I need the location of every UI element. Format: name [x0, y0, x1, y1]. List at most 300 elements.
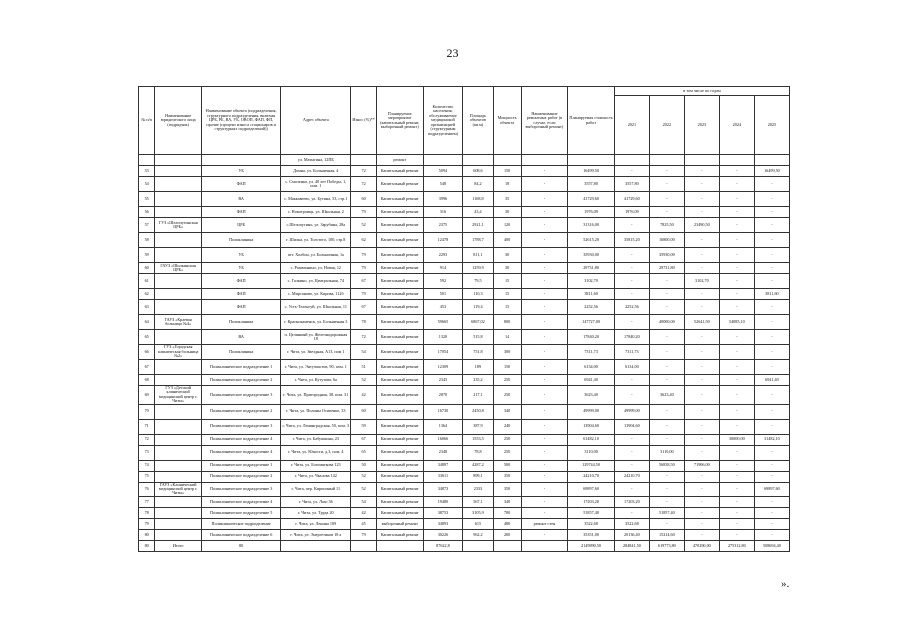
year-2021-cell: 49999,00	[614, 404, 649, 419]
wear-cell: 72	[351, 330, 377, 345]
year-2023-cell: -	[684, 192, 719, 207]
wear-cell: 45	[351, 518, 377, 529]
works-cell: -	[521, 471, 568, 482]
year-2021-cell: 17203,20	[614, 496, 649, 507]
page-number: 23	[446, 46, 459, 60]
table-row	[139, 177, 790, 192]
year-2025-cell: -	[754, 496, 789, 507]
capacity-cell	[493, 540, 521, 551]
work-type-cell: Капитальный ремонт	[376, 315, 423, 330]
capacity-cell: 340	[493, 404, 521, 419]
area-cell	[463, 155, 493, 166]
population-cell: 19480	[423, 496, 463, 507]
cost-cell: 17203,20	[568, 496, 615, 507]
capacity-cell: 200	[493, 529, 521, 540]
facility-cell: Поликлиническое подразделение 3	[201, 419, 280, 434]
year-2021-cell: -	[614, 315, 649, 330]
facility-cell: Поликлиническое подразделение 5	[201, 507, 280, 518]
wear-cell	[351, 540, 377, 551]
year-2023-cell: -	[684, 263, 719, 274]
row-number: 60	[139, 263, 155, 274]
year-2022-cell: 3110,00	[649, 445, 684, 460]
year-2024-cell	[719, 155, 754, 166]
area-cell: 615	[463, 518, 493, 529]
year-2021-cell: 1976,09	[614, 207, 649, 218]
header-wear: Износ (%)**	[351, 87, 377, 155]
address-cell: с. Смоленка, ул. 40 лет Победы, 1, пом. 1	[281, 177, 351, 192]
wear-cell: 72	[351, 166, 377, 177]
header-no: № п/п	[139, 87, 155, 155]
header-year: 2024	[719, 96, 754, 155]
capacity-cell: 30	[493, 207, 521, 218]
year-2023-cell: -	[684, 386, 719, 405]
year-2023-cell: -	[684, 360, 719, 375]
table-row	[139, 274, 790, 289]
works-cell: -	[521, 233, 568, 248]
cost-cell: 13904,60	[568, 419, 615, 434]
capacity-cell: 18	[493, 177, 521, 192]
area-cell: 78,8	[463, 445, 493, 460]
row-number: 74	[139, 460, 155, 471]
table-row	[139, 482, 790, 496]
org-cell	[155, 460, 202, 471]
year-2023-cell: -	[684, 482, 719, 496]
address-cell: г. Чита, ул. Пригородная, 38, пом. 31	[281, 386, 351, 405]
year-2024-cell: -	[719, 419, 754, 434]
population-cell: 16730	[423, 404, 463, 419]
population-cell	[423, 155, 463, 166]
cost-cell: 3623,40	[568, 386, 615, 405]
header-facility: Наименование объекта (подразделения, структурного подразделения, включая ЦРБ, РБ, ВА, УБ, ОВОП, ФАП, ФП, прочие (процент износа стационаров и структурных подразделений))	[201, 87, 280, 155]
work-type-cell: Капитальный ремонт	[376, 233, 423, 248]
population-cell: 33611	[423, 471, 463, 482]
year-2025-cell: -	[754, 460, 789, 471]
cost-cell: 1976,09	[568, 207, 615, 218]
works-cell: -	[521, 263, 568, 274]
area-cell: 3105,9	[463, 507, 493, 518]
population-cell: 2870	[423, 386, 463, 405]
year-2025-cell: -	[754, 360, 789, 375]
wear-cell: 62	[351, 233, 377, 248]
year-2025-cell: 16499,50	[754, 166, 789, 177]
header-year: 2021	[614, 96, 649, 155]
wear-cell: 50	[351, 460, 377, 471]
year-2023-cell: -	[684, 471, 719, 482]
cost-cell: 35930,00	[568, 248, 615, 263]
year-2024-cell: -	[719, 496, 754, 507]
header-year: 2023	[684, 96, 719, 155]
year-2021-cell: -	[614, 434, 649, 445]
capacity-cell: 30	[493, 248, 521, 263]
cost-cell: 7311,73	[568, 345, 615, 360]
table-row	[139, 155, 790, 166]
year-2025-cell: -	[754, 248, 789, 263]
year-2025-cell: -	[754, 345, 789, 360]
year-2022-cell: -	[649, 419, 684, 434]
area-cell: 962,2	[463, 529, 493, 540]
year-2025-cell: -	[754, 207, 789, 218]
wear-cell: 78	[351, 315, 377, 330]
org-cell: Итого	[155, 540, 202, 551]
org-cell	[155, 166, 202, 177]
population-cell: 59665	[423, 315, 463, 330]
header-cost: Планируемая стоимость работ	[568, 87, 615, 155]
address-cell: г. Чита, ул. Полины Осипенко, 33	[281, 404, 351, 419]
cost-cell: 3522,68	[568, 518, 615, 529]
table-row	[139, 445, 790, 460]
table-row	[139, 529, 790, 540]
year-2021-cell: 7311,73	[614, 345, 649, 360]
year-2023-cell: -	[684, 496, 719, 507]
address-cell: г. Чита, ул. Богомягкова 123	[281, 460, 351, 471]
address-cell: г. Шилка, ул. Толстого, 100, стр.8	[281, 233, 351, 248]
cost-cell: 129744,50	[568, 460, 615, 471]
table-row	[139, 496, 790, 507]
header-org: Наименование юридического лица (подрядчик)	[155, 87, 202, 155]
year-2021-cell: -	[614, 218, 649, 233]
address-cell: г. Чита, пер. Кирпичный 11	[281, 482, 351, 496]
row-number: 70	[139, 404, 155, 419]
row-number: 68	[139, 375, 155, 386]
capacity-cell: 250	[493, 445, 521, 460]
year-2023-cell: -	[684, 529, 719, 540]
area-cell: 217,1	[463, 386, 493, 405]
row-number: 67	[139, 360, 155, 375]
year-2024-cell: -	[719, 360, 754, 375]
year-2022-cell: -	[649, 471, 684, 482]
org-cell: ГУЗ «Шелопугинская ЦРБ»	[155, 218, 202, 233]
row-number: 78	[139, 507, 155, 518]
year-2022-cell: -	[649, 434, 684, 445]
year-2024-cell: -	[719, 518, 754, 529]
wear-cell: 79	[351, 529, 377, 540]
cost-cell: 31316,00	[568, 218, 615, 233]
year-2022-cell: -	[649, 300, 684, 315]
facility-cell: ФАП	[201, 177, 280, 192]
capacity-cell: 15	[493, 274, 521, 289]
cost-cell: 52615,20	[568, 233, 615, 248]
org-cell	[155, 445, 202, 460]
year-2021-cell: 6134,00	[614, 360, 649, 375]
year-2022-cell: -	[649, 518, 684, 529]
facility-cell: Поликлиника	[201, 345, 280, 360]
org-cell: ГУЗ «Детский клинический медицинский центр г. Читы»	[155, 386, 202, 405]
year-2024-cell: -	[719, 248, 754, 263]
year-2025-cell: -	[754, 192, 789, 207]
year-2025-cell: -	[754, 386, 789, 405]
population-cell: 316	[423, 207, 463, 218]
year-2025-cell: -	[754, 471, 789, 482]
work-type-cell: Капитальный ремонт	[376, 386, 423, 405]
year-2021-cell: -	[614, 482, 649, 496]
year-2021-cell: 17840,20	[614, 330, 649, 345]
work-type-cell: Капитальный ремонт	[376, 345, 423, 360]
year-2024-cell: -	[719, 177, 754, 192]
table-row	[139, 166, 790, 177]
population-cell: 30226	[423, 529, 463, 540]
year-2021-cell: 13904,60	[614, 419, 649, 434]
year-2024-cell: -	[719, 460, 754, 471]
wear-cell: 60	[351, 404, 377, 419]
wear-cell: 51	[351, 360, 377, 375]
year-2022-cell: 51857,40	[649, 507, 684, 518]
area-cell: 567,1	[463, 496, 493, 507]
year-2021-cell: -	[614, 460, 649, 471]
year-2025-cell: -	[754, 263, 789, 274]
year-2023-cell: -	[684, 507, 719, 518]
area-cell: 751,8	[463, 345, 493, 360]
row-number: 66	[139, 345, 155, 360]
year-2021-cell: -	[614, 386, 649, 405]
year-2025-cell: -	[754, 529, 789, 540]
table-row	[139, 263, 790, 274]
year-2024-cell: -	[719, 207, 754, 218]
header-address: Адрес объекта	[281, 87, 351, 155]
work-type-cell: Капитальный ремонт	[376, 445, 423, 460]
population-cell: 5094	[423, 166, 463, 177]
org-cell	[155, 248, 202, 263]
row-number: 65	[139, 330, 155, 345]
population-cell: 34873	[423, 482, 463, 496]
population-cell: 16066	[423, 434, 463, 445]
year-2025-cell: -	[754, 274, 789, 289]
works-cell: -	[521, 496, 568, 507]
table-row	[139, 404, 790, 419]
capacity-cell: 480	[493, 518, 521, 529]
works-cell: -	[521, 218, 568, 233]
year-2022-cell: 3623,40	[649, 386, 684, 405]
cost-cell: 3557,80	[568, 177, 615, 192]
table-row	[139, 507, 790, 518]
row-number: 57	[139, 218, 155, 233]
org-cell	[155, 300, 202, 315]
org-cell: ГАУЗ «Шилкинская ЦРБ»	[155, 263, 202, 274]
year-2024-cell: -	[719, 330, 754, 345]
table-row	[139, 248, 790, 263]
org-cell	[155, 192, 202, 207]
area-cell: 235,2	[463, 375, 493, 386]
population-cell: 2293	[423, 248, 463, 263]
year-2023-cell: 23490,50	[684, 218, 719, 233]
table-row	[139, 471, 790, 482]
work-type-cell: Капитальный ремонт	[376, 274, 423, 289]
capacity-cell: 14	[493, 330, 521, 345]
area-cell: 899,1	[463, 471, 493, 482]
org-cell: ГУЗ «Городская клиническая больница №2»	[155, 345, 202, 360]
cost-cell: 3110,00	[568, 445, 615, 460]
org-cell	[155, 177, 202, 192]
works-cell: -	[521, 529, 568, 540]
works-cell: ремонт стен	[521, 518, 568, 529]
year-2022-cell: 29731,80	[649, 263, 684, 274]
area-cell: 515,8	[463, 330, 493, 345]
works-cell: -	[521, 419, 568, 434]
work-type-cell: Капитальный ремонт	[376, 482, 423, 496]
year-2023-cell: -	[684, 166, 719, 177]
org-cell	[155, 471, 202, 482]
cost-cell: 16499,50	[568, 166, 615, 177]
work-type-cell: Капитальный ремонт	[376, 529, 423, 540]
work-type-cell: Капитальный ремонт	[376, 496, 423, 507]
table-row	[139, 233, 790, 248]
population-cell: 501	[423, 289, 463, 300]
facility-cell: Поликлиническое подразделение 1	[201, 460, 280, 471]
population-cell: 548	[423, 177, 463, 192]
address-cell	[281, 540, 351, 551]
year-2023-cell	[684, 155, 719, 166]
area-cell: 811,1	[463, 248, 493, 263]
cost-cell: 49999,00	[568, 404, 615, 419]
wear-cell: 52	[351, 375, 377, 386]
facility-cell: УБ	[201, 166, 280, 177]
capacity-cell: 340	[493, 496, 521, 507]
header-population: Количество населения, обслуживаемое медицинской организацией (структурным подразделением)	[423, 87, 463, 155]
facility-cell: Поликлиническое подразделение 1	[201, 360, 280, 375]
area-cell	[463, 540, 493, 551]
year-2025-cell: 508694,40	[754, 540, 789, 551]
work-type-cell: Капитальный ремонт	[376, 263, 423, 274]
year-2023-cell: 52641,50	[684, 315, 719, 330]
capacity-cell: 250	[493, 386, 521, 405]
year-2024-cell: -	[719, 289, 754, 300]
row-number: 76	[139, 482, 155, 496]
address-cell: Домна, ул. Больничная, 4	[281, 166, 351, 177]
wear-cell: 60	[351, 192, 377, 207]
year-2023-cell: -	[684, 330, 719, 345]
area-cell: 43,4	[463, 207, 493, 218]
row-number: 79	[139, 518, 155, 529]
works-cell: -	[521, 445, 568, 460]
year-2024-cell: -	[719, 233, 754, 248]
year-2023-cell: -	[684, 248, 719, 263]
address-cell: г. Чита, ул. Юности, д.3, пом. 4	[281, 445, 351, 460]
year-2021-cell: -	[614, 248, 649, 263]
works-cell: -	[521, 289, 568, 300]
capacity-cell: 240	[493, 419, 521, 434]
facility-cell: Поликлиническое подразделение 6	[201, 529, 280, 540]
work-type-cell	[376, 540, 423, 551]
facility-cell: ФАП	[201, 207, 280, 218]
works-cell: -	[521, 434, 568, 445]
repair-plan-table-container	[138, 86, 790, 552]
facility-cell: ФАП	[201, 274, 280, 289]
wear-cell: 79	[351, 263, 377, 274]
address-cell: с. Размахнино, ул. Новая, 12	[281, 263, 351, 274]
closing-mark: ».	[781, 578, 790, 590]
address-cell: г. Чита, ул. Кутузова, 6а	[281, 375, 351, 386]
row-number: 62	[139, 289, 155, 300]
header-year: 2025	[754, 96, 789, 155]
facility-cell: Поликлиническое подразделение 4	[201, 496, 280, 507]
facility-cell: ВА	[201, 192, 280, 207]
year-2023-cell: -	[684, 300, 719, 315]
address-cell: г. Чита, ул. Звездная, А13, пом 1	[281, 345, 351, 360]
area-cell: 1553,5	[463, 434, 493, 445]
capacity-cell: 15	[493, 289, 521, 300]
work-type-cell: Капитальный ремонт	[376, 289, 423, 300]
population-cell: 453	[423, 300, 463, 315]
address-cell: с. Усть-Теленгуй, ул. Школьная, 11	[281, 300, 351, 315]
area-cell: 110,3	[463, 289, 493, 300]
population-cell: 17054	[423, 345, 463, 360]
org-cell	[155, 155, 202, 166]
year-2025-cell: -	[754, 518, 789, 529]
org-cell	[155, 330, 202, 345]
capacity-cell: 150	[493, 166, 521, 177]
header-year: 2022	[649, 96, 684, 155]
facility-cell	[201, 155, 280, 166]
population-cell: 592	[423, 274, 463, 289]
facility-cell: ВА	[201, 330, 280, 345]
year-2022-cell: 15214,60	[649, 529, 684, 540]
population-cell: 12309	[423, 360, 463, 375]
table-row	[139, 386, 790, 405]
cost-cell: 24210,70	[568, 471, 615, 482]
year-2022-cell: -	[649, 177, 684, 192]
header-works: Наименование ремонтных работ (в случае, если выборочный ремонт)	[521, 87, 568, 155]
row-number: 58	[139, 233, 155, 248]
work-type-cell: Капитальный ремонт	[376, 207, 423, 218]
facility-cell: ФАП	[201, 300, 280, 315]
row-number: 71	[139, 419, 155, 434]
cost-cell: 147727,00	[568, 315, 615, 330]
work-type-cell: ремонт	[376, 155, 423, 166]
year-2022-cell: -	[649, 496, 684, 507]
wear-cell: 42	[351, 386, 377, 405]
address-cell: г. Чита, ул. Энергетиков 18 а	[281, 529, 351, 540]
year-2021-cell: 20136,40	[614, 529, 649, 540]
facility-cell: УБ	[201, 263, 280, 274]
year-2024-cell: -	[719, 192, 754, 207]
year-2022-cell: -	[649, 192, 684, 207]
org-cell	[155, 496, 202, 507]
population-cell: 34893	[423, 518, 463, 529]
address-cell: с. Новотроицк, ул. Школьная, 2	[281, 207, 351, 218]
work-type-cell: Капитальный ремонт	[376, 471, 423, 482]
capacity-cell	[493, 155, 521, 166]
facility-cell: Поликлиническое подразделение 2	[201, 375, 280, 386]
address-cell: с. Мирсаново, ул. Кирова, 112б	[281, 289, 351, 300]
row-number: 59	[139, 248, 155, 263]
address-cell: г. Чита, ул. Ленина 109	[281, 518, 351, 529]
cost-cell: 17840,20	[568, 330, 615, 345]
table-row	[139, 518, 790, 529]
capacity-cell: 120	[493, 218, 521, 233]
year-2023-cell: -	[684, 375, 719, 386]
facility-cell: Поликлиника	[201, 315, 280, 330]
area-cell: 2450,8	[463, 404, 493, 419]
address-cell: г. Чита, ул. Ленинградская, 50, пом. 3	[281, 419, 351, 434]
header-area: Площадь объектов (кв.м)	[463, 87, 493, 155]
capacity-cell: 400	[493, 233, 521, 248]
capacity-cell: 30	[493, 263, 521, 274]
year-2023-cell: 470290,00	[684, 540, 719, 551]
area-cell: 2921,1	[463, 218, 493, 233]
year-2024-cell: 54085,10	[719, 315, 754, 330]
year-2022-cell: -	[649, 274, 684, 289]
area-cell: 6867,02	[463, 315, 493, 330]
year-2025-cell: -	[754, 419, 789, 434]
works-cell: -	[521, 460, 568, 471]
year-2021-cell: -	[614, 263, 649, 274]
population-cell: 34897	[423, 460, 463, 471]
capacity-cell: 150	[493, 360, 521, 375]
year-2024-cell: -	[719, 345, 754, 360]
year-2023-cell: -	[684, 445, 719, 460]
year-2024-cell: -	[719, 507, 754, 518]
area-cell: 4287,2	[463, 460, 493, 471]
table-row	[139, 345, 790, 360]
